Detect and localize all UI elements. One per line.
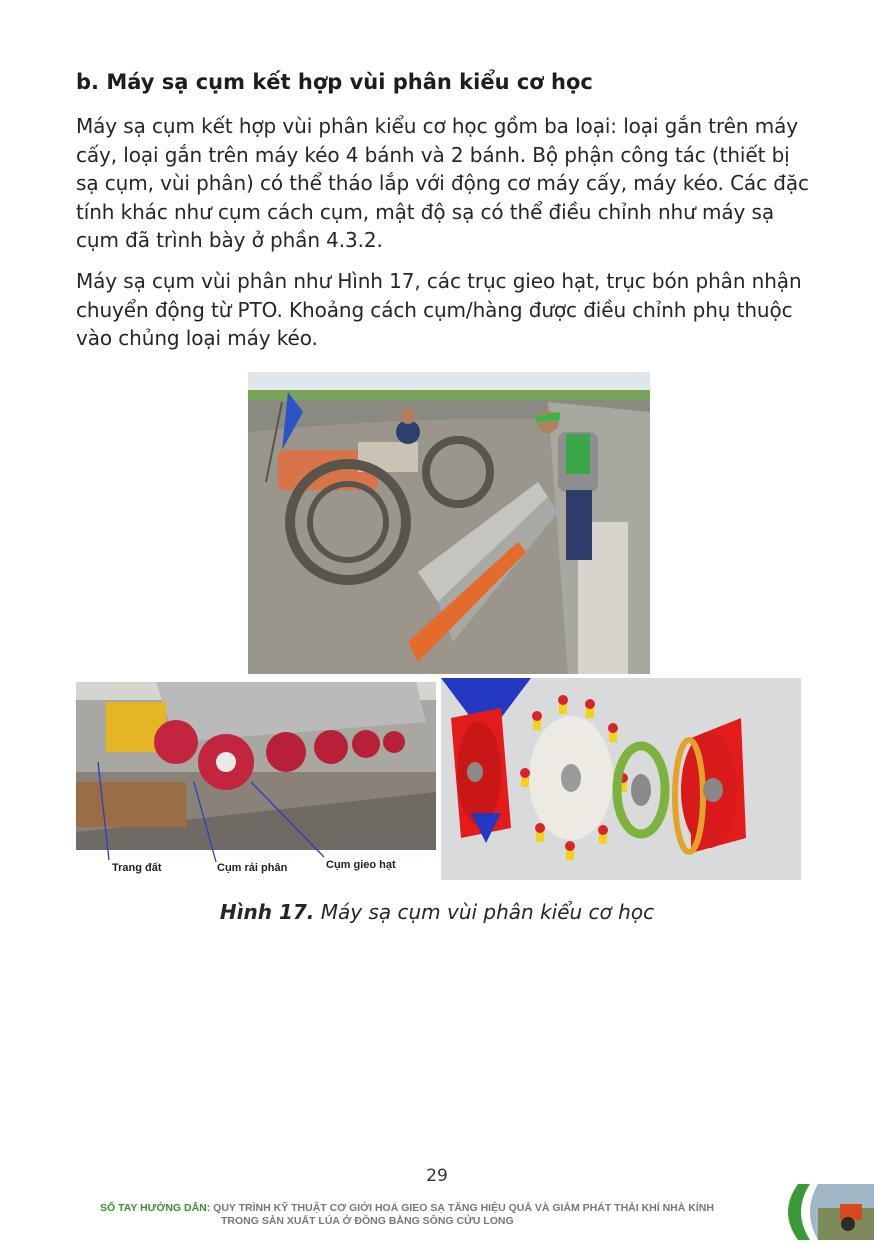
figure-caption [0, 900, 874, 924]
page-number: 29 [426, 1166, 448, 1186]
footer-line-2: TRONG SẢN XUẤT LÚA Ở ĐỒNG BẰNG SÔNG CỬU LONG [221, 1215, 514, 1227]
footer-label: SỔ TAY HƯỚNG DẪN: [100, 1202, 211, 1214]
footer [100, 1202, 714, 1228]
label-cum-gieo-hat: Cụm gieo hạt [326, 859, 396, 871]
label-trang-dat: Trang đất [112, 862, 162, 874]
section-heading: b. Máy sạ cụm kết hợp vùi phân kiểu cơ học [76, 70, 593, 94]
footer-line-1: QUY TRÌNH KỸ THUẬT CƠ GIỚI HOÁ GIEO SẠ TĂNG HIỆU QUẢ VÀ GIẢM PHÁT THẢI KHÍ NHÀ KÍNH [210, 1202, 714, 1214]
label-cum-rai-phan: Cụm rải phân [217, 862, 288, 874]
paragraph-1: Máy sạ cụm kết hợp vùi phân kiểu cơ học gồm ba loại: loại gắn trên máy cấy, loại gắn trên máy kéo 4 bánh và 2 bánh. Bộ phận công tác (thiết bị sạ cụm, vùi phân) có thể tháo lắp với động cơ máy cấy, máy kéo. Các đặc tính khác như cụm cách cụm, mật độ sạ có thể điều chỉnh như máy sạ cụm đã trình bày ở phần 4.3.2. [76, 114, 809, 252]
seeding-units-photo [76, 682, 436, 880]
figure-caption-text: Máy sạ cụm vùi phân kiểu cơ học [314, 900, 655, 924]
tractor-seeder-photo [248, 372, 650, 674]
footer-corner-image [778, 1184, 874, 1240]
paragraph-2: Máy sạ cụm vùi phân như Hình 17, các trục gieo hạt, trục bón phân nhận chuyển động từ PTO. Khoảng cách cụm/hàng được điều chỉnh phụ thuộc vào chủng loại máy kéo. [76, 269, 802, 350]
exploded-view-render [441, 678, 801, 880]
figure-caption-label: Hình 17. [219, 900, 315, 924]
